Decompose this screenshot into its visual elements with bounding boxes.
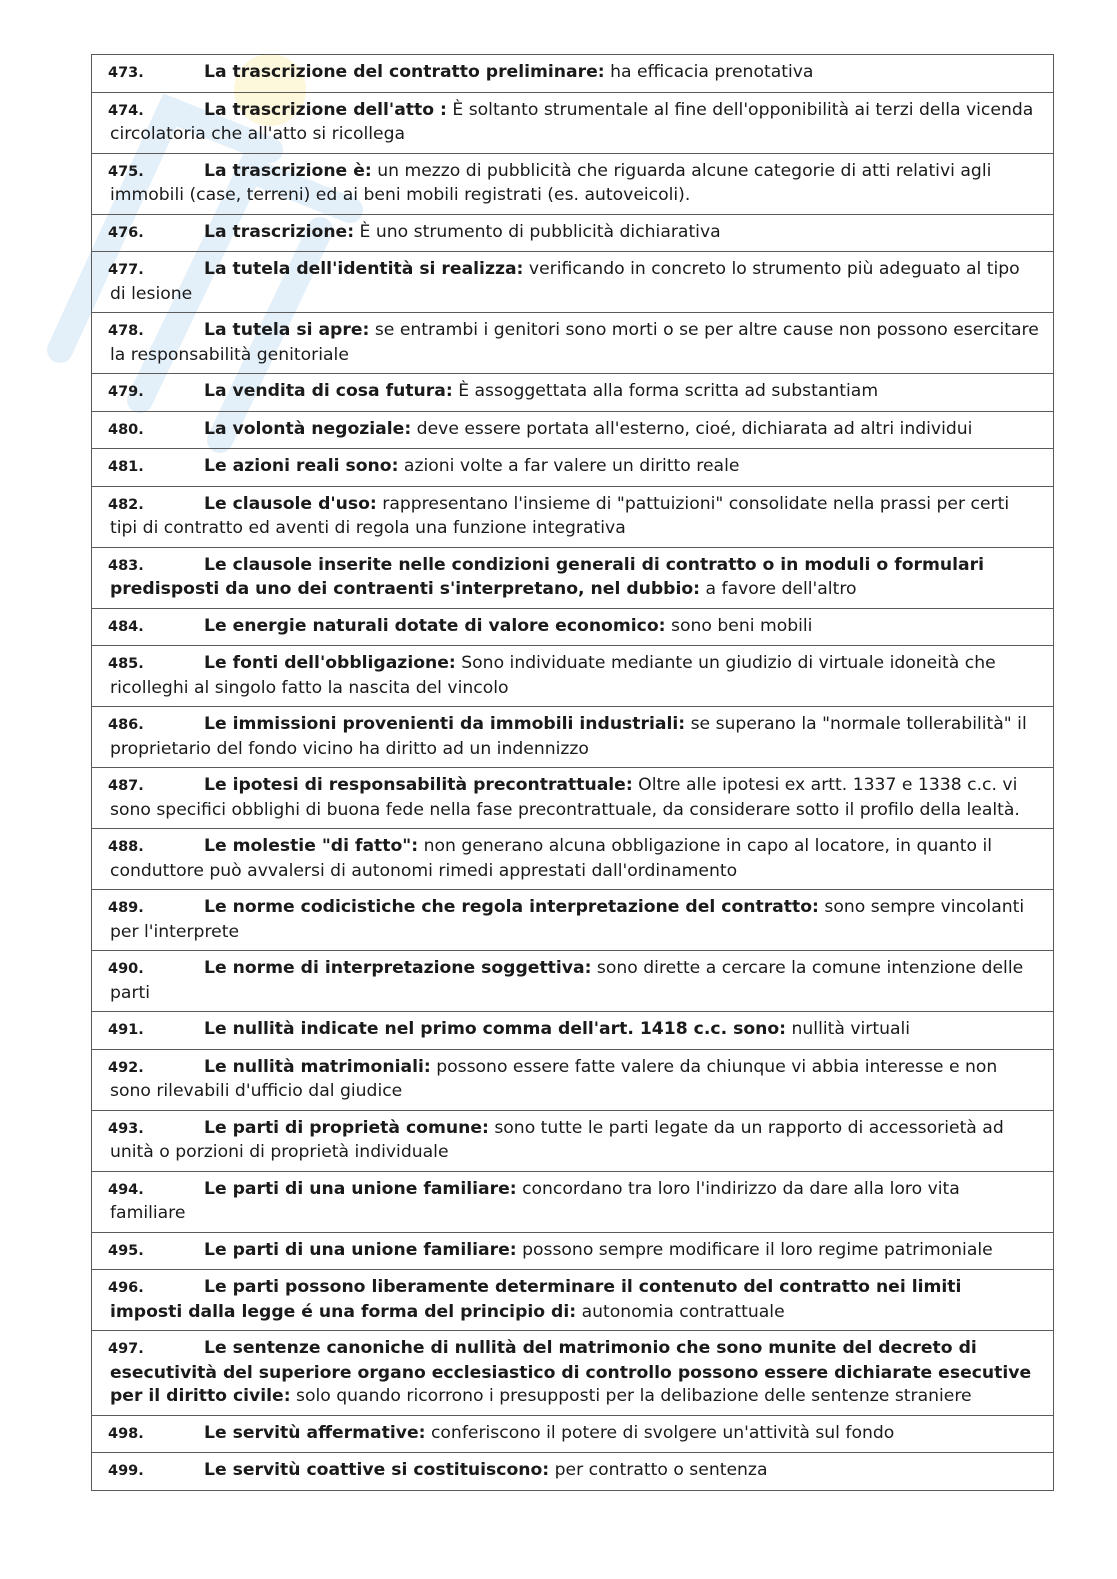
item-number: 498. [108,1425,144,1442]
question-text: Le fonti dell'obbligazione: [204,653,456,673]
question-text: Le nullità indicate nel primo comma dell'art. 1418 c.c. sono: [204,1019,787,1039]
qa-cell [92,252,1054,313]
question-text: La tutela si apre: [204,320,370,340]
qa-row [92,153,1054,214]
item-number: 491. [108,1022,144,1038]
qa-cell [92,547,1054,608]
item-number: 496. [108,1280,144,1296]
qa-row [92,252,1054,313]
qa-row [92,55,1054,93]
qa-cell [92,768,1054,829]
qa-row [92,646,1054,707]
item-number: 486. [108,717,144,733]
answer-text: azioni volte a far valere un diritto reale [398,456,740,476]
qa-cell [92,411,1054,449]
answer-text: Sono individuate mediante un giudizio di virtuale idoneità che ricolleghi al singolo fatto la nascita del vincolo [110,653,996,698]
qa-row [92,1012,1054,1050]
qa-cell [92,829,1054,890]
qa-cell [92,1232,1054,1270]
question-text: Le energie naturali dotate di valore economico: [204,615,666,636]
qa-cell [92,608,1054,646]
qa-cell [92,1453,1054,1491]
qa-row [92,1453,1054,1491]
question-text: Le sentenze canoniche di nullità del matrimonio che sono munite del decreto di esecutività del superiore organo ecclesiastico di controllo possono essere dichiarate esecutive per il diritto civile: [110,1338,1032,1406]
qa-cell [92,153,1054,214]
answer-text: verificando in concreto lo strumento più adeguato al tipo di lesione [110,259,1020,304]
question-text: Le clausole inserite nelle condizioni generali di contratto o in moduli o formulari predisposti da uno dei contraenti s'interpretano, nel dubbio: [110,554,984,599]
qa-row [92,374,1054,412]
item-number: 473. [108,65,144,81]
qa-cell [92,646,1054,707]
question-text: Le parti di una unione familiare: [204,1239,517,1260]
question-text: La trascrizione è: [204,160,372,181]
qa-cell [92,486,1054,547]
question-text: Le azioni reali sono: [204,456,399,476]
question-text: Le ipotesi di responsabilità precontrattuale: [204,775,633,795]
answer-text: Oltre alle ipotesi ex artt. 1337 e 1338 c.c. vi sono specifici obblighi di buona fede nella fase precontrattuale, da considerare sotto il profilo della lealtà. [110,775,1020,820]
item-number: 497. [108,1341,144,1357]
qa-row [92,547,1054,608]
item-number: 495. [108,1242,144,1259]
answer-text: È uno strumento di pubblicità dichiarativa [354,221,721,242]
question-text: Le molestie "di fatto": [204,836,419,856]
qa-row [92,313,1054,374]
qa-row [92,951,1054,1012]
qa-row [92,214,1054,252]
question-text: La trascrizione del contratto preliminare: [204,62,605,82]
answer-text: concordano tra loro l'indirizzo da dare alla loro vita familiare [110,1178,960,1223]
answer-text: sono tutte le parti legate da un rapporto di accessorietà ad unità o porzioni di proprietà individuale [110,1117,1004,1162]
item-number: 478. [108,323,144,339]
answer-text: solo quando ricorrono i presupposti per la delibazione delle sentenze straniere [290,1386,972,1406]
answer-text: un mezzo di pubblicità che riguarda alcune categorie di atti relativi agli immobili (case, terreni) ed ai beni mobili registrati (es. autoveicoli). [110,160,992,205]
question-text: Le servitù coattive si costituiscono: [204,1460,550,1480]
question-text: Le parti possono liberamente determinare il contenuto del contratto nei limiti imposti dalla legge é una forma del principio di: [110,1277,962,1322]
answer-text: rappresentano l'insieme di "pattuizioni" consolidate nella prassi per certi tipi di contratto ed aventi di regola una funzione integrativa [110,493,1010,538]
item-number: 482. [108,496,144,513]
qa-cell [92,214,1054,252]
qa-cell [92,1171,1054,1232]
qa-cell [92,1415,1054,1453]
question-text: Le parti di una unione familiare: [204,1178,517,1199]
qa-cell [92,374,1054,412]
question-text: La volontà negoziale: [204,418,412,439]
answer-text: È soltanto strumentale al fine dell'opponibilità ai terzi della vicenda circolatoria che all'atto si ricollega [110,99,1034,144]
item-number: 490. [108,961,144,977]
answer-text: nullità virtuali [786,1019,911,1039]
qa-row [92,92,1054,153]
qa-cell [92,1012,1054,1050]
question-text: Le servitù affermative: [204,1422,426,1443]
item-number: 475. [108,163,144,180]
qa-row [92,1270,1054,1331]
item-number: 493. [108,1120,144,1137]
item-number: 492. [108,1059,144,1076]
qa-row [92,449,1054,487]
item-number: 494. [108,1181,144,1198]
answer-text: non generano alcuna obbligazione in capo al locatore, in quanto il conduttore può avvalersi di autonomi rimedi apprestati dall'ordinamento [110,836,993,881]
qa-row [92,1331,1054,1416]
item-number: 489. [108,900,144,916]
qa-row [92,608,1054,646]
qa-row [92,486,1054,547]
item-number: 485. [108,656,144,672]
question-text: Le parti di proprietà comune: [204,1117,489,1138]
answer-text: se superano la "normale tollerabilità" il proprietario del fondo vicino ha diritto ad un indennizzo [110,714,1027,759]
answer-text: sono sempre vincolanti per l'interprete [110,897,1025,942]
question-text: La trascrizione dell'atto : [204,99,447,120]
item-number: 483. [108,557,144,574]
answer-text: autonomia contrattuale [576,1301,785,1322]
item-number: 484. [108,618,144,635]
qa-row [92,1049,1054,1110]
qa-row [92,1171,1054,1232]
question-text: Le immissioni provenienti da immobili industriali: [204,714,686,734]
item-number: 487. [108,778,144,794]
item-number: 481. [108,459,144,475]
qa-cell [92,92,1054,153]
item-number: 476. [108,224,144,241]
qa-cell [92,55,1054,93]
question-text: La vendita di cosa futura: [204,381,453,401]
qa-row [92,707,1054,768]
qa-cell [92,951,1054,1012]
qa-row [92,829,1054,890]
qa-row [92,890,1054,951]
answer-text: possono sempre modificare il loro regime patrimoniale [516,1239,993,1260]
question-answer-table [91,54,1054,1491]
question-text: La trascrizione: [204,221,355,242]
qa-row [92,1415,1054,1453]
qa-cell [92,707,1054,768]
qa-row [92,411,1054,449]
answer-text: possono essere fatte valere da chiunque vi abbia interesse e non sono rilevabili d'ufficio dal giudice [110,1056,998,1101]
answer-text: a favore dell'altro [700,579,857,599]
item-number: 499. [108,1463,144,1479]
qa-cell [92,890,1054,951]
qa-cell [92,1110,1054,1171]
question-text: Le nullità matrimoniali: [204,1056,431,1077]
question-text: Le norme di interpretazione soggettiva: [204,958,592,978]
item-number: 477. [108,262,144,278]
answer-text: ha efficacia prenotativa [604,62,814,82]
question-text: La tutela dell'identità si realizza: [204,259,524,279]
qa-cell [92,313,1054,374]
qa-cell [92,1331,1054,1416]
item-number: 474. [108,102,144,119]
qa-cell [92,1270,1054,1331]
qa-cell [92,1049,1054,1110]
answer-text: sono beni mobili [665,615,813,636]
answer-text: se entrambi i genitori sono morti o se per altre cause non possono esercitare la responsabilità genitoriale [110,320,1039,365]
item-number: 480. [108,421,144,438]
answer-text: deve essere portata all'esterno, cioé, dichiarata ad altri individui [411,418,973,439]
question-text: Le clausole d'uso: [204,493,377,514]
qa-row [92,1110,1054,1171]
qa-row [92,768,1054,829]
item-number: 479. [108,384,144,400]
answer-text: sono dirette a cercare la comune intenzione delle parti [110,958,1024,1003]
answer-text: È assoggettata alla forma scritta ad substantiam [452,381,879,401]
item-number: 488. [108,839,144,855]
qa-row [92,1232,1054,1270]
answer-text: per contratto o sentenza [549,1460,768,1480]
qa-cell [92,449,1054,487]
question-text: Le norme codicistiche che regola interpretazione del contratto: [204,897,819,917]
answer-text: conferiscono il potere di svolgere un'attività sul fondo [425,1422,895,1443]
